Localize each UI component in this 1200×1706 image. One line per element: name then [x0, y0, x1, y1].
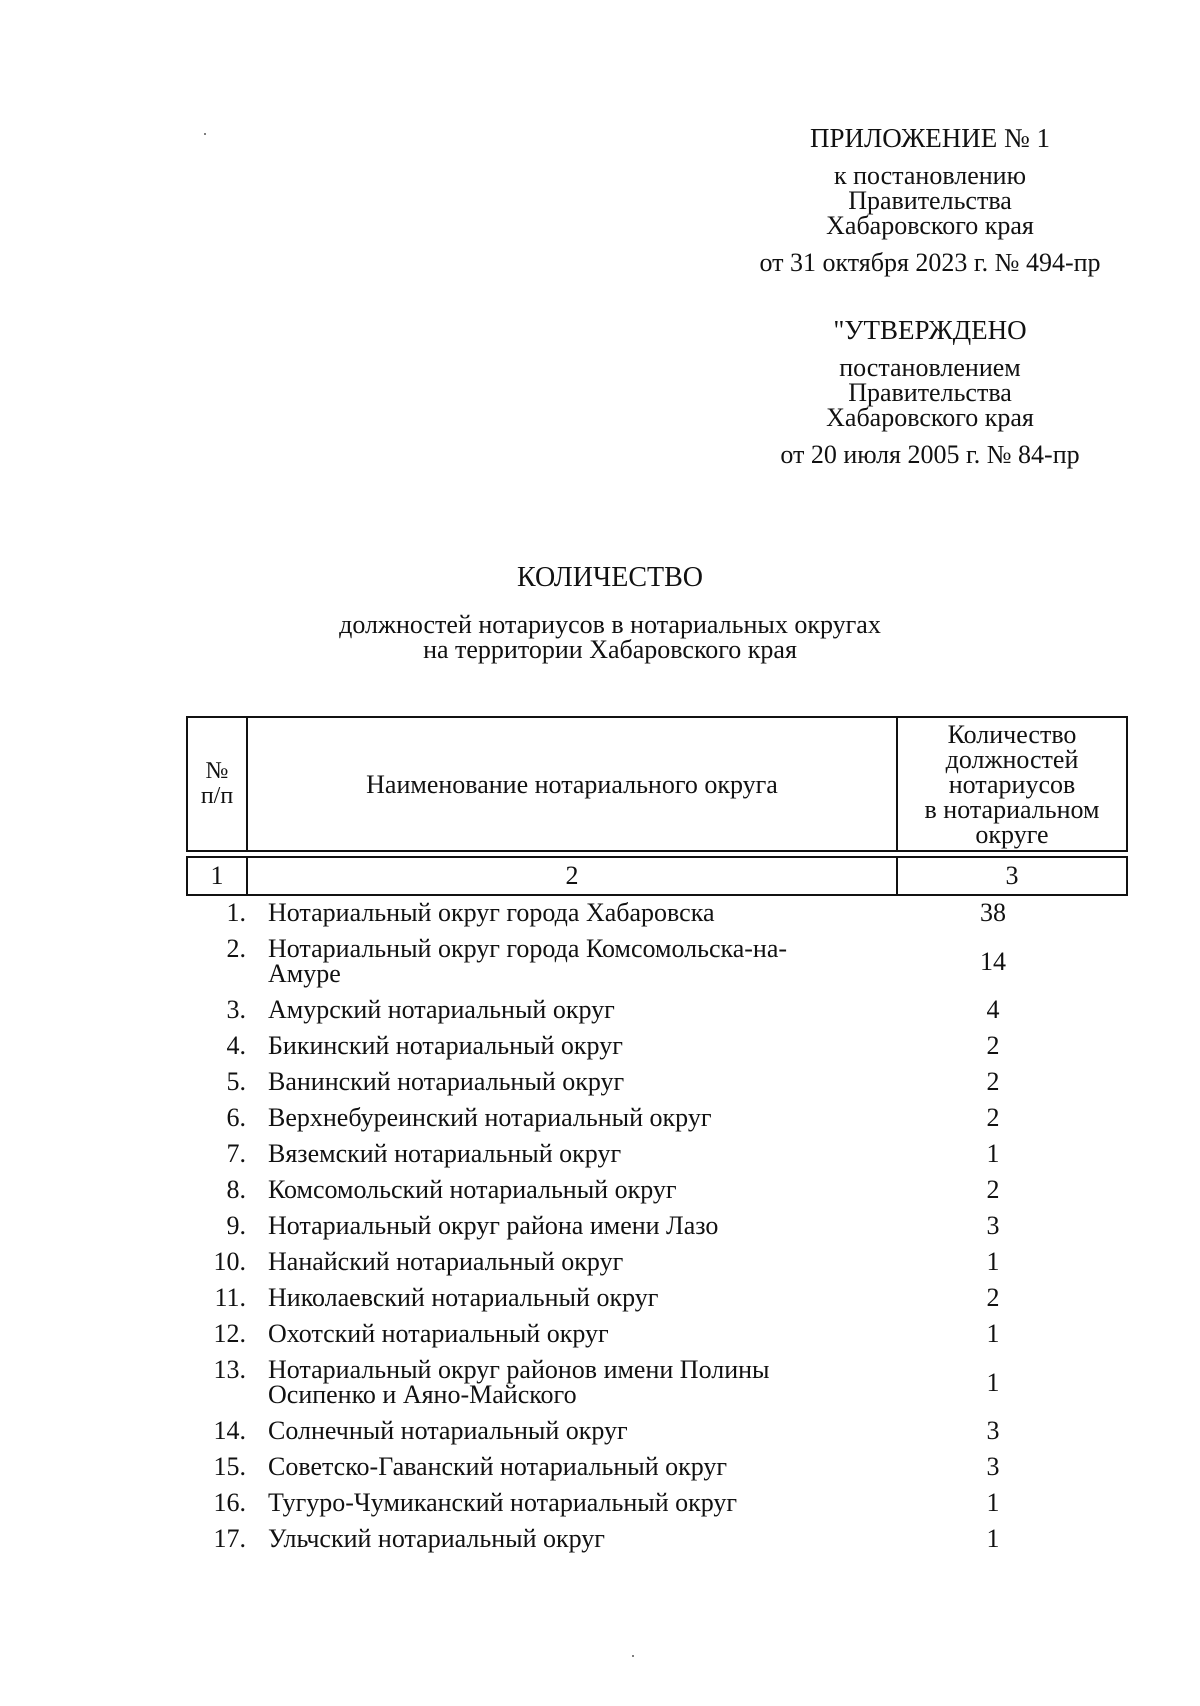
approved-line: Хабаровского края	[826, 403, 1034, 432]
row-number: 12.	[213, 1319, 246, 1348]
row-number: 8.	[226, 1175, 246, 1204]
table-row	[186, 1526, 1126, 1551]
appendix-line: к постановлению	[833, 161, 1027, 190]
row-district-name-line: Нотариальный округ города Хабаровска	[268, 898, 715, 927]
row-district-name-line: Вяземский нотариальный округ	[268, 1139, 622, 1168]
scan-speck	[632, 1655, 634, 1657]
row-district-name	[246, 1321, 866, 1346]
approved-line: постановлением	[839, 353, 1021, 382]
table-body	[186, 900, 1126, 1562]
row-notary-count: 14	[980, 946, 1006, 976]
row-district-name-line: Нотариальный округ районов имени Полины	[268, 1355, 770, 1384]
header-count-line: округе	[975, 819, 1049, 849]
row-number: 14.	[213, 1416, 246, 1445]
table-row	[186, 1418, 1126, 1443]
row-district-name	[246, 1105, 866, 1130]
header-count-line: в нотариальном	[924, 794, 1100, 824]
row-number: 4.	[226, 1031, 246, 1060]
row-number: 17.	[213, 1524, 246, 1553]
row-number: 2.	[226, 934, 246, 963]
row-notary-count: 2	[986, 1175, 1000, 1204]
approved-block	[700, 315, 1160, 469]
table-row	[186, 1249, 1126, 1274]
table-row	[186, 900, 1126, 925]
row-district-name-line: Солнечный нотариальный округ	[268, 1416, 628, 1445]
table-header	[186, 716, 1128, 896]
row-district-name	[246, 1249, 866, 1274]
row-district-name	[246, 900, 866, 925]
row-district-name-line: Николаевский нотариальный округ	[268, 1283, 659, 1312]
column-number: 1	[187, 857, 247, 895]
row-notary-count: 2	[986, 1031, 1000, 1060]
row-notary-count: 2	[986, 1103, 1000, 1132]
row-district-name	[246, 1285, 866, 1310]
appendix-line: Хабаровского края	[826, 211, 1034, 240]
row-district-name	[246, 1177, 866, 1202]
row-district-name-line: Бикинский нотариальный округ	[268, 1031, 623, 1060]
table-row	[186, 1213, 1126, 1238]
document-title-block	[250, 562, 970, 662]
row-district-name-line: Комсомольский нотариальный округ	[268, 1175, 677, 1204]
table-row	[186, 1490, 1126, 1515]
header-count-line: должностей	[945, 744, 1079, 774]
row-notary-count: 1	[986, 1524, 1000, 1553]
appendix-heading: ПРИЛОЖЕНИЕ № 1	[809, 123, 1051, 153]
row-number: 1.	[226, 898, 246, 927]
row-district-name-line: Верхнебуреинский нотариальный округ	[268, 1103, 712, 1132]
document-title: КОЛИЧЕСТВО	[517, 562, 703, 593]
row-district-name	[246, 1454, 866, 1479]
table-row	[186, 1177, 1126, 1202]
row-notary-count: 1	[986, 1139, 1000, 1168]
table-row	[186, 1357, 1126, 1407]
row-district-name	[246, 1357, 866, 1407]
row-number: 9.	[226, 1211, 246, 1240]
approved-line: Правительства	[848, 378, 1012, 407]
row-notary-count: 1	[986, 1367, 1000, 1397]
row-district-name	[246, 1141, 866, 1166]
header-row	[187, 717, 1127, 851]
row-number: 6.	[226, 1103, 246, 1132]
header-number-cell	[187, 717, 247, 851]
header-number-line: п/п	[200, 783, 234, 809]
row-number: 10.	[213, 1247, 246, 1276]
row-number: 16.	[213, 1488, 246, 1517]
row-number: 7.	[226, 1139, 246, 1168]
row-number: 3.	[226, 995, 246, 1024]
appendix-date: от 31 октября 2023 г. № 494-пр	[759, 248, 1101, 277]
document-subtitle-line: должностей нотариусов в нотариальных округах	[339, 610, 881, 639]
table-row	[186, 1321, 1126, 1346]
approved-heading: "УТВЕРЖДЕНО	[833, 315, 1027, 345]
appendix-block	[700, 123, 1160, 277]
row-district-name	[246, 997, 866, 1022]
row-district-name-line: Нотариальный округ города Комсомольска-на-	[268, 934, 788, 963]
row-number: 5.	[226, 1067, 246, 1096]
header-number-line: №	[205, 758, 229, 784]
row-district-name-line: Нанайский нотариальный округ	[268, 1247, 624, 1276]
column-number: 3	[897, 857, 1127, 895]
row-notary-count: 3	[986, 1211, 1000, 1240]
column-number-row	[187, 857, 1127, 895]
row-notary-count: 1	[986, 1488, 1000, 1517]
row-district-name	[246, 1526, 866, 1551]
scan-speck	[204, 133, 206, 135]
header-count-line: Количество	[947, 719, 1077, 749]
row-district-name	[246, 1213, 866, 1238]
row-district-name-line: Нотариальный округ района имени Лазо	[268, 1211, 719, 1240]
table-row	[186, 1141, 1126, 1166]
row-notary-count: 38	[980, 898, 1006, 927]
document-subtitle-line: на территории Хабаровского края	[423, 635, 797, 664]
row-district-name	[246, 1033, 866, 1058]
row-district-name-line: Ульчский нотариальный округ	[268, 1524, 605, 1553]
row-district-name	[246, 936, 866, 986]
row-district-name-line: Тугуро-Чумиканский нотариальный округ	[268, 1488, 738, 1517]
row-number: 13.	[213, 1355, 246, 1384]
approved-date: от 20 июля 2005 г. № 84-пр	[780, 440, 1080, 469]
header-name-cell: Наименование нотариального округа	[247, 717, 897, 851]
row-number: 11.	[214, 1283, 246, 1312]
table-row	[186, 1069, 1126, 1094]
row-district-name-line: Советско-Гаванский нотариальный округ	[268, 1452, 728, 1481]
header-count-line: нотариусов	[948, 769, 1076, 799]
row-district-name-line: Охотский нотариальный округ	[268, 1319, 609, 1348]
row-district-name-line: Ванинский нотариальный округ	[268, 1067, 625, 1096]
row-notary-count: 1	[986, 1247, 1000, 1276]
row-notary-count: 2	[986, 1067, 1000, 1096]
table-row	[186, 1033, 1126, 1058]
row-district-name-line: Амуре	[268, 959, 341, 988]
table-row	[186, 936, 1126, 986]
table-row	[186, 997, 1126, 1022]
row-number: 15.	[213, 1452, 246, 1481]
row-notary-count: 3	[986, 1416, 1000, 1445]
row-notary-count: 2	[986, 1283, 1000, 1312]
table-row	[186, 1105, 1126, 1130]
table-row	[186, 1285, 1126, 1310]
table-row	[186, 1454, 1126, 1479]
row-district-name	[246, 1490, 866, 1515]
column-number: 2	[247, 857, 897, 895]
row-district-name	[246, 1418, 866, 1443]
row-notary-count: 4	[986, 995, 1000, 1024]
row-district-name	[246, 1069, 866, 1094]
row-district-name-line: Осипенко и Аяно-Майского	[268, 1380, 577, 1409]
row-notary-count: 3	[986, 1452, 1000, 1481]
row-notary-count: 1	[986, 1319, 1000, 1348]
header-count-cell	[897, 717, 1127, 851]
appendix-line: Правительства	[848, 186, 1012, 215]
row-district-name-line: Амурский нотариальный округ	[268, 995, 615, 1024]
